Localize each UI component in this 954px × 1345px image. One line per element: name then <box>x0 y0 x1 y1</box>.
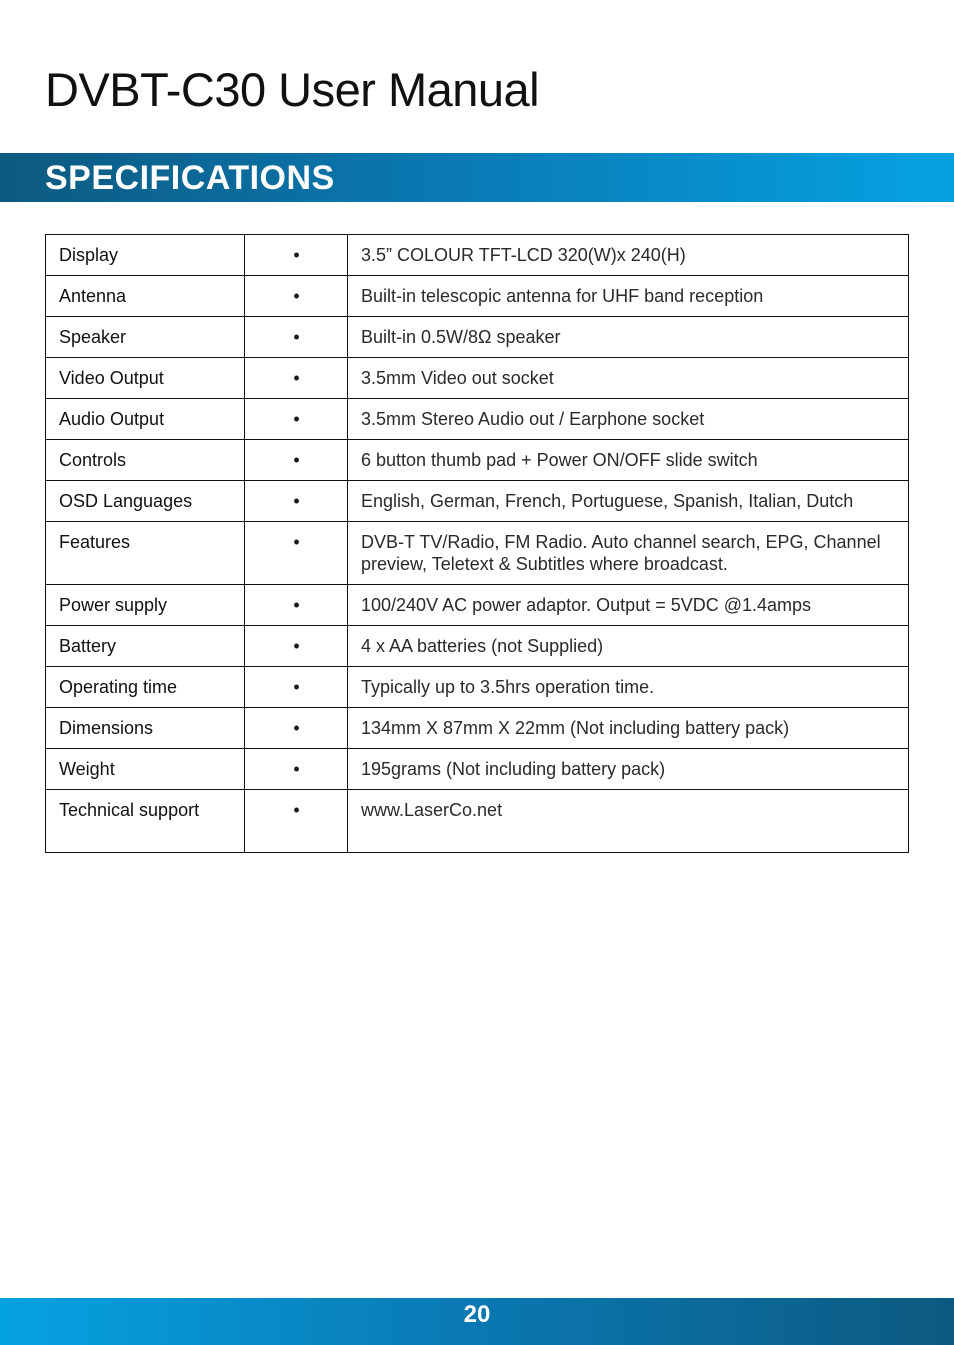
spec-value: 195grams (Not including battery pack) <box>348 749 909 790</box>
spec-row-display <box>46 235 909 276</box>
spec-label: Dimensions <box>46 708 245 749</box>
spec-label: OSD Languages <box>46 481 245 522</box>
bullet-icon: • <box>245 790 348 853</box>
spec-value: English, German, French, Portuguese, Spanish, Italian, Dutch <box>348 481 909 522</box>
bullet-icon: • <box>245 481 348 522</box>
spec-value: Built-in telescopic antenna for UHF band reception <box>348 276 909 317</box>
section-heading: SPECIFICATIONS <box>45 159 335 197</box>
spec-label: Battery <box>46 626 245 667</box>
spec-value: 4 x AA batteries (not Supplied) <box>348 626 909 667</box>
section-banner <box>0 153 954 202</box>
spec-label: Operating time <box>46 667 245 708</box>
spec-row-weight <box>46 749 909 790</box>
spec-row-operating-time <box>46 667 909 708</box>
spec-row-antenna <box>46 276 909 317</box>
spec-value: Built-in 0.5W/8Ω speaker <box>348 317 909 358</box>
spec-value: 3.5” COLOUR TFT-LCD 320(W)x 240(H) <box>348 235 909 276</box>
spec-label: Technical support <box>46 790 245 853</box>
spec-value: 134mm X 87mm X 22mm (Not including battery pack) <box>348 708 909 749</box>
spec-row-video-output <box>46 358 909 399</box>
spec-label: Weight <box>46 749 245 790</box>
spec-label: Audio Output <box>46 399 245 440</box>
bullet-icon: • <box>245 708 348 749</box>
bullet-icon: • <box>245 522 348 585</box>
spec-label: Features <box>46 522 245 585</box>
spec-label: Controls <box>46 440 245 481</box>
bullet-icon: • <box>245 235 348 276</box>
spec-row-power-supply <box>46 585 909 626</box>
spec-label: Antenna <box>46 276 245 317</box>
spec-row-technical-support <box>46 790 909 853</box>
page-number: 20 <box>463 1301 491 1328</box>
spec-row-dimensions <box>46 708 909 749</box>
spec-row-speaker <box>46 317 909 358</box>
spec-label: Video Output <box>46 358 245 399</box>
spec-value: 3.5mm Stereo Audio out / Earphone socket <box>348 399 909 440</box>
spec-value: 3.5mm Video out socket <box>348 358 909 399</box>
spec-value: 6 button thumb pad + Power ON/OFF slide switch <box>348 440 909 481</box>
bullet-icon: • <box>245 317 348 358</box>
spec-row-battery <box>46 626 909 667</box>
spec-row-osd-languages <box>46 481 909 522</box>
bullet-icon: • <box>245 399 348 440</box>
footer-bar <box>0 1298 954 1345</box>
bullet-icon: • <box>245 585 348 626</box>
specifications-table <box>45 234 909 853</box>
spec-value: Typically up to 3.5hrs operation time. <box>348 667 909 708</box>
bullet-icon: • <box>245 667 348 708</box>
bullet-icon: • <box>245 440 348 481</box>
spec-row-features <box>46 522 909 585</box>
spec-label: Speaker <box>46 317 245 358</box>
spec-row-controls <box>46 440 909 481</box>
spec-label: Display <box>46 235 245 276</box>
bullet-icon: • <box>245 626 348 667</box>
spec-row-audio-output <box>46 399 909 440</box>
spec-label: Power supply <box>46 585 245 626</box>
spec-value: DVB-T TV/Radio, FM Radio. Auto channel search, EPG, Channel preview, Teletext & Subtitles where broadcast. <box>348 522 909 585</box>
bullet-icon: • <box>245 276 348 317</box>
spec-value: 100/240V AC power adaptor. Output = 5VDC @1.4amps <box>348 585 909 626</box>
document-title: DVBT-C30 User Manual <box>45 63 540 116</box>
bullet-icon: • <box>245 358 348 399</box>
support-link[interactable]: www.LaserCo.net <box>348 790 909 853</box>
bullet-icon: • <box>245 749 348 790</box>
